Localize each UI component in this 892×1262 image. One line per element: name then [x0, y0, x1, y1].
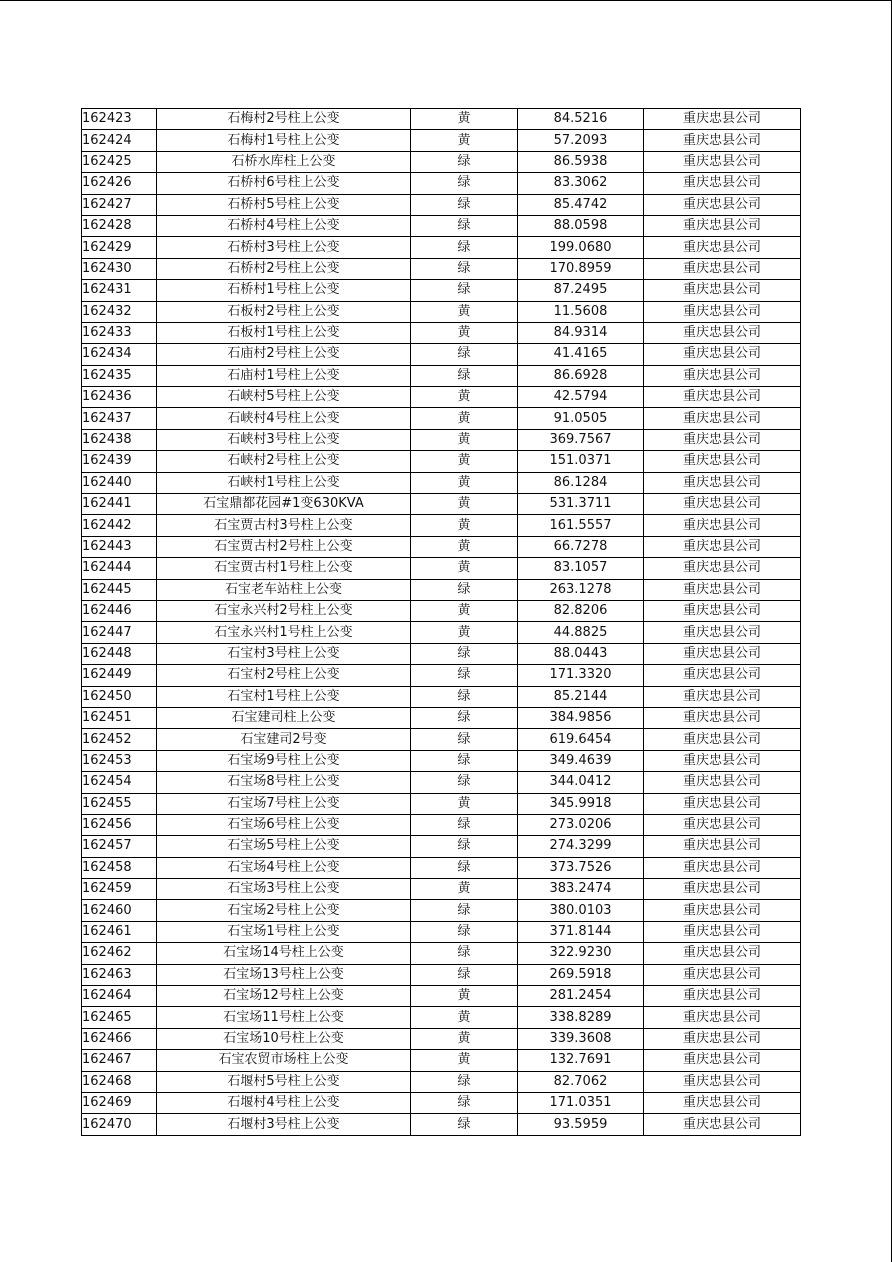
row-id-cell: 162470	[82, 1114, 157, 1135]
row-id-cell: 162430	[82, 258, 157, 279]
row-name-cell: 石宝场1号柱上公变	[157, 921, 411, 942]
row-value-cell: 171.3320	[518, 665, 644, 686]
row-company-cell: 重庆忠县公司	[644, 622, 801, 643]
table-row	[82, 451, 801, 472]
row-value-cell: 82.8206	[518, 600, 644, 621]
row-value-cell: 88.0443	[518, 643, 644, 664]
row-company-cell: 重庆忠县公司	[644, 686, 801, 707]
table-row	[82, 408, 801, 429]
row-color-cell: 绿	[411, 1092, 518, 1113]
row-company-cell: 重庆忠县公司	[644, 600, 801, 621]
row-color-cell: 黄	[411, 387, 518, 408]
row-value-cell: 199.0680	[518, 237, 644, 258]
row-value-cell: 132.7691	[518, 1050, 644, 1071]
row-id-cell: 162450	[82, 686, 157, 707]
row-value-cell: 84.5216	[518, 109, 644, 130]
row-color-cell: 绿	[411, 215, 518, 236]
table-row	[82, 215, 801, 236]
row-id-cell: 162439	[82, 451, 157, 472]
row-color-cell: 绿	[411, 194, 518, 215]
table-row	[82, 772, 801, 793]
table-row	[82, 857, 801, 878]
row-value-cell: 66.7278	[518, 536, 644, 557]
row-value-cell: 273.0206	[518, 814, 644, 835]
table-row	[82, 151, 801, 172]
row-color-cell: 绿	[411, 1114, 518, 1135]
row-value-cell: 86.5938	[518, 151, 644, 172]
row-name-cell: 石峡村3号柱上公变	[157, 429, 411, 450]
row-company-cell: 重庆忠县公司	[644, 643, 801, 664]
table-row	[82, 258, 801, 279]
row-id-cell: 162468	[82, 1071, 157, 1092]
row-id-cell: 162432	[82, 301, 157, 322]
row-color-cell: 黄	[411, 130, 518, 151]
row-color-cell: 绿	[411, 921, 518, 942]
row-company-cell: 重庆忠县公司	[644, 451, 801, 472]
table-row	[82, 194, 801, 215]
row-value-cell: 349.4639	[518, 750, 644, 771]
row-company-cell: 重庆忠县公司	[644, 1092, 801, 1113]
row-color-cell: 绿	[411, 258, 518, 279]
row-id-cell: 162466	[82, 1028, 157, 1049]
row-value-cell: 44.8825	[518, 622, 644, 643]
row-value-cell: 11.5608	[518, 301, 644, 322]
row-id-cell: 162423	[82, 109, 157, 130]
row-value-cell: 84.9314	[518, 322, 644, 343]
row-company-cell: 重庆忠县公司	[644, 365, 801, 386]
row-id-cell: 162427	[82, 194, 157, 215]
table-row	[82, 322, 801, 343]
row-name-cell: 石桥村6号柱上公变	[157, 173, 411, 194]
row-color-cell: 绿	[411, 173, 518, 194]
row-name-cell: 石宝贾古村3号柱上公变	[157, 515, 411, 536]
row-company-cell: 重庆忠县公司	[644, 900, 801, 921]
row-id-cell: 162460	[82, 900, 157, 921]
row-id-cell: 162465	[82, 1007, 157, 1028]
row-value-cell: 170.8959	[518, 258, 644, 279]
row-company-cell: 重庆忠县公司	[644, 814, 801, 835]
row-value-cell: 85.2144	[518, 686, 644, 707]
row-value-cell: 281.2454	[518, 986, 644, 1007]
row-company-cell: 重庆忠县公司	[644, 943, 801, 964]
table-row	[82, 494, 801, 515]
row-name-cell: 石板村1号柱上公变	[157, 322, 411, 343]
row-name-cell: 石宝场11号柱上公变	[157, 1007, 411, 1028]
row-value-cell: 338.8289	[518, 1007, 644, 1028]
row-name-cell: 石宝场9号柱上公变	[157, 750, 411, 771]
row-name-cell: 石宝村2号柱上公变	[157, 665, 411, 686]
table-row	[82, 900, 801, 921]
row-id-cell: 162442	[82, 515, 157, 536]
row-company-cell: 重庆忠县公司	[644, 494, 801, 515]
row-id-cell: 162458	[82, 857, 157, 878]
row-color-cell: 绿	[411, 836, 518, 857]
row-company-cell: 重庆忠县公司	[644, 301, 801, 322]
row-color-cell: 绿	[411, 151, 518, 172]
row-id-cell: 162457	[82, 836, 157, 857]
row-company-cell: 重庆忠县公司	[644, 750, 801, 771]
row-id-cell: 162451	[82, 707, 157, 728]
row-id-cell: 162445	[82, 579, 157, 600]
row-color-cell: 黄	[411, 986, 518, 1007]
row-color-cell: 黄	[411, 472, 518, 493]
row-name-cell: 石宝场4号柱上公变	[157, 857, 411, 878]
table-row	[82, 986, 801, 1007]
row-value-cell: 380.0103	[518, 900, 644, 921]
row-id-cell: 162425	[82, 151, 157, 172]
row-company-cell: 重庆忠县公司	[644, 558, 801, 579]
row-company-cell: 重庆忠县公司	[644, 429, 801, 450]
row-value-cell: 161.5557	[518, 515, 644, 536]
row-name-cell: 石峡村4号柱上公变	[157, 408, 411, 429]
row-company-cell: 重庆忠县公司	[644, 237, 801, 258]
row-id-cell: 162463	[82, 964, 157, 985]
row-value-cell: 274.3299	[518, 836, 644, 857]
row-value-cell: 383.2474	[518, 879, 644, 900]
row-color-cell: 绿	[411, 772, 518, 793]
table-row	[82, 879, 801, 900]
row-value-cell: 369.7567	[518, 429, 644, 450]
row-name-cell: 石堰村4号柱上公变	[157, 1092, 411, 1113]
row-name-cell: 石宝永兴村2号柱上公变	[157, 600, 411, 621]
row-company-cell: 重庆忠县公司	[644, 536, 801, 557]
row-company-cell: 重庆忠县公司	[644, 793, 801, 814]
row-name-cell: 石堰村3号柱上公变	[157, 1114, 411, 1135]
row-name-cell: 石桥村5号柱上公变	[157, 194, 411, 215]
row-company-cell: 重庆忠县公司	[644, 472, 801, 493]
row-id-cell: 162447	[82, 622, 157, 643]
row-company-cell: 重庆忠县公司	[644, 879, 801, 900]
row-name-cell: 石宝场12号柱上公变	[157, 986, 411, 1007]
row-color-cell: 黄	[411, 322, 518, 343]
row-name-cell: 石宝建司2号变	[157, 729, 411, 750]
row-company-cell: 重庆忠县公司	[644, 964, 801, 985]
row-company-cell: 重庆忠县公司	[644, 1028, 801, 1049]
row-color-cell: 黄	[411, 494, 518, 515]
row-name-cell: 石宝场14号柱上公变	[157, 943, 411, 964]
table-row	[82, 344, 801, 365]
row-id-cell: 162467	[82, 1050, 157, 1071]
page-top-border	[0, 0, 892, 1]
table-row	[82, 515, 801, 536]
row-value-cell: 85.4742	[518, 194, 644, 215]
row-color-cell: 黄	[411, 536, 518, 557]
row-value-cell: 82.7062	[518, 1071, 644, 1092]
row-company-cell: 重庆忠县公司	[644, 986, 801, 1007]
row-company-cell: 重庆忠县公司	[644, 1114, 801, 1135]
table-row	[82, 622, 801, 643]
row-company-cell: 重庆忠县公司	[644, 857, 801, 878]
row-color-cell: 黄	[411, 1028, 518, 1049]
row-name-cell: 石庙村1号柱上公变	[157, 365, 411, 386]
row-color-cell: 绿	[411, 814, 518, 835]
table-row	[82, 301, 801, 322]
row-color-cell: 绿	[411, 964, 518, 985]
table-row	[82, 686, 801, 707]
row-color-cell: 黄	[411, 600, 518, 621]
row-name-cell: 石梅村1号柱上公变	[157, 130, 411, 151]
row-name-cell: 石梅村2号柱上公变	[157, 109, 411, 130]
row-company-cell: 重庆忠县公司	[644, 194, 801, 215]
row-id-cell: 162462	[82, 943, 157, 964]
row-company-cell: 重庆忠县公司	[644, 280, 801, 301]
row-name-cell: 石桥水库柱上公变	[157, 151, 411, 172]
row-company-cell: 重庆忠县公司	[644, 173, 801, 194]
table-row	[82, 643, 801, 664]
row-value-cell: 93.5959	[518, 1114, 644, 1135]
row-company-cell: 重庆忠县公司	[644, 408, 801, 429]
table-row	[82, 600, 801, 621]
row-name-cell: 石宝场13号柱上公变	[157, 964, 411, 985]
row-id-cell: 162433	[82, 322, 157, 343]
row-color-cell: 黄	[411, 429, 518, 450]
row-value-cell: 269.5918	[518, 964, 644, 985]
row-color-cell: 绿	[411, 943, 518, 964]
row-value-cell: 87.2495	[518, 280, 644, 301]
table-row	[82, 579, 801, 600]
row-name-cell: 石桥村2号柱上公变	[157, 258, 411, 279]
row-color-cell: 黄	[411, 451, 518, 472]
row-value-cell: 344.0412	[518, 772, 644, 793]
row-color-cell: 绿	[411, 579, 518, 600]
table-row	[82, 793, 801, 814]
row-name-cell: 石宝农贸市场柱上公变	[157, 1050, 411, 1071]
row-id-cell: 162431	[82, 280, 157, 301]
row-company-cell: 重庆忠县公司	[644, 772, 801, 793]
row-company-cell: 重庆忠县公司	[644, 322, 801, 343]
row-company-cell: 重庆忠县公司	[644, 729, 801, 750]
row-color-cell: 黄	[411, 301, 518, 322]
table-row	[82, 750, 801, 771]
row-company-cell: 重庆忠县公司	[644, 344, 801, 365]
row-name-cell: 石宝场7号柱上公变	[157, 793, 411, 814]
table-row	[82, 1114, 801, 1135]
row-color-cell: 黄	[411, 408, 518, 429]
table-row	[82, 237, 801, 258]
row-color-cell: 黄	[411, 1007, 518, 1028]
table-row	[82, 280, 801, 301]
table-row	[82, 836, 801, 857]
row-id-cell: 162469	[82, 1092, 157, 1113]
row-color-cell: 绿	[411, 750, 518, 771]
row-value-cell: 86.6928	[518, 365, 644, 386]
row-color-cell: 绿	[411, 729, 518, 750]
row-color-cell: 绿	[411, 686, 518, 707]
row-color-cell: 黄	[411, 109, 518, 130]
row-company-cell: 重庆忠县公司	[644, 707, 801, 728]
row-color-cell: 绿	[411, 280, 518, 301]
row-name-cell: 石宝建司柱上公变	[157, 707, 411, 728]
row-name-cell: 石堰村5号柱上公变	[157, 1071, 411, 1092]
row-company-cell: 重庆忠县公司	[644, 109, 801, 130]
row-color-cell: 绿	[411, 344, 518, 365]
row-value-cell: 42.5794	[518, 387, 644, 408]
row-company-cell: 重庆忠县公司	[644, 151, 801, 172]
row-color-cell: 绿	[411, 707, 518, 728]
table-row	[82, 1007, 801, 1028]
row-color-cell: 黄	[411, 793, 518, 814]
row-value-cell: 322.9230	[518, 943, 644, 964]
row-id-cell: 162428	[82, 215, 157, 236]
row-name-cell: 石宝贾古村1号柱上公变	[157, 558, 411, 579]
row-color-cell: 绿	[411, 665, 518, 686]
row-company-cell: 重庆忠县公司	[644, 258, 801, 279]
row-id-cell: 162459	[82, 879, 157, 900]
row-color-cell: 黄	[411, 558, 518, 579]
row-color-cell: 绿	[411, 1071, 518, 1092]
table-row	[82, 814, 801, 835]
row-company-cell: 重庆忠县公司	[644, 665, 801, 686]
row-name-cell: 石桥村3号柱上公变	[157, 237, 411, 258]
row-company-cell: 重庆忠县公司	[644, 836, 801, 857]
row-id-cell: 162444	[82, 558, 157, 579]
row-color-cell: 绿	[411, 900, 518, 921]
row-id-cell: 162443	[82, 536, 157, 557]
row-id-cell: 162424	[82, 130, 157, 151]
row-company-cell: 重庆忠县公司	[644, 921, 801, 942]
row-name-cell: 石板村2号柱上公变	[157, 301, 411, 322]
table-row	[82, 472, 801, 493]
table-row	[82, 1028, 801, 1049]
row-name-cell: 石宝鼎都花园#1变630KVA	[157, 494, 411, 515]
row-id-cell: 162449	[82, 665, 157, 686]
row-company-cell: 重庆忠县公司	[644, 515, 801, 536]
row-value-cell: 151.0371	[518, 451, 644, 472]
row-company-cell: 重庆忠县公司	[644, 387, 801, 408]
row-color-cell: 黄	[411, 879, 518, 900]
row-id-cell: 162455	[82, 793, 157, 814]
row-id-cell: 162440	[82, 472, 157, 493]
row-value-cell: 531.3711	[518, 494, 644, 515]
table-row	[82, 1092, 801, 1113]
row-id-cell: 162448	[82, 643, 157, 664]
row-name-cell: 石庙村2号柱上公变	[157, 344, 411, 365]
row-name-cell: 石桥村4号柱上公变	[157, 215, 411, 236]
row-name-cell: 石宝场5号柱上公变	[157, 836, 411, 857]
table-row	[82, 1050, 801, 1071]
row-value-cell: 263.1278	[518, 579, 644, 600]
row-value-cell: 345.9918	[518, 793, 644, 814]
row-name-cell: 石峡村1号柱上公变	[157, 472, 411, 493]
row-value-cell: 57.2093	[518, 130, 644, 151]
row-name-cell: 石宝村3号柱上公变	[157, 643, 411, 664]
row-color-cell: 黄	[411, 622, 518, 643]
table-row	[82, 429, 801, 450]
row-id-cell: 162452	[82, 729, 157, 750]
table-row	[82, 964, 801, 985]
row-value-cell: 171.0351	[518, 1092, 644, 1113]
row-id-cell: 162453	[82, 750, 157, 771]
row-color-cell: 绿	[411, 237, 518, 258]
row-value-cell: 88.0598	[518, 215, 644, 236]
row-company-cell: 重庆忠县公司	[644, 1050, 801, 1071]
row-color-cell: 绿	[411, 365, 518, 386]
row-value-cell: 371.8144	[518, 921, 644, 942]
row-id-cell: 162461	[82, 921, 157, 942]
row-value-cell: 339.3608	[518, 1028, 644, 1049]
row-name-cell: 石宝场2号柱上公变	[157, 900, 411, 921]
row-company-cell: 重庆忠县公司	[644, 215, 801, 236]
row-name-cell: 石宝场10号柱上公变	[157, 1028, 411, 1049]
table-row	[82, 173, 801, 194]
row-value-cell: 86.1284	[518, 472, 644, 493]
row-value-cell: 83.1057	[518, 558, 644, 579]
row-id-cell: 162434	[82, 344, 157, 365]
row-value-cell: 91.0505	[518, 408, 644, 429]
table-row	[82, 729, 801, 750]
row-id-cell: 162438	[82, 429, 157, 450]
row-value-cell: 373.7526	[518, 857, 644, 878]
row-name-cell: 石宝永兴村1号柱上公变	[157, 622, 411, 643]
row-id-cell: 162454	[82, 772, 157, 793]
row-company-cell: 重庆忠县公司	[644, 579, 801, 600]
row-name-cell: 石宝村1号柱上公变	[157, 686, 411, 707]
table-row	[82, 558, 801, 579]
table-row	[82, 109, 801, 130]
row-color-cell: 黄	[411, 515, 518, 536]
row-id-cell: 162436	[82, 387, 157, 408]
row-company-cell: 重庆忠县公司	[644, 1071, 801, 1092]
row-id-cell: 162446	[82, 600, 157, 621]
row-color-cell: 绿	[411, 857, 518, 878]
table-row	[82, 536, 801, 557]
row-name-cell: 石宝老车站柱上公变	[157, 579, 411, 600]
row-name-cell: 石桥村1号柱上公变	[157, 280, 411, 301]
table-row	[82, 943, 801, 964]
row-id-cell: 162437	[82, 408, 157, 429]
table-row	[82, 1071, 801, 1092]
row-name-cell: 石宝场6号柱上公变	[157, 814, 411, 835]
row-name-cell: 石峡村2号柱上公变	[157, 451, 411, 472]
row-value-cell: 83.3062	[518, 173, 644, 194]
row-color-cell: 绿	[411, 643, 518, 664]
row-name-cell: 石宝贾古村2号柱上公变	[157, 536, 411, 557]
row-color-cell: 黄	[411, 1050, 518, 1071]
row-id-cell: 162435	[82, 365, 157, 386]
row-company-cell: 重庆忠县公司	[644, 1007, 801, 1028]
row-company-cell: 重庆忠县公司	[644, 130, 801, 151]
table-row	[82, 365, 801, 386]
row-id-cell: 162429	[82, 237, 157, 258]
row-name-cell: 石峡村5号柱上公变	[157, 387, 411, 408]
table-row	[82, 387, 801, 408]
table-body	[82, 109, 801, 1136]
row-value-cell: 384.9856	[518, 707, 644, 728]
row-id-cell: 162441	[82, 494, 157, 515]
row-id-cell: 162456	[82, 814, 157, 835]
row-name-cell: 石宝场3号柱上公变	[157, 879, 411, 900]
row-name-cell: 石宝场8号柱上公变	[157, 772, 411, 793]
transformer-table	[81, 108, 801, 1136]
table-row	[82, 130, 801, 151]
row-id-cell: 162426	[82, 173, 157, 194]
table-row	[82, 665, 801, 686]
row-value-cell: 619.6454	[518, 729, 644, 750]
table-row	[82, 921, 801, 942]
row-id-cell: 162464	[82, 986, 157, 1007]
row-value-cell: 41.4165	[518, 344, 644, 365]
table-row	[82, 707, 801, 728]
